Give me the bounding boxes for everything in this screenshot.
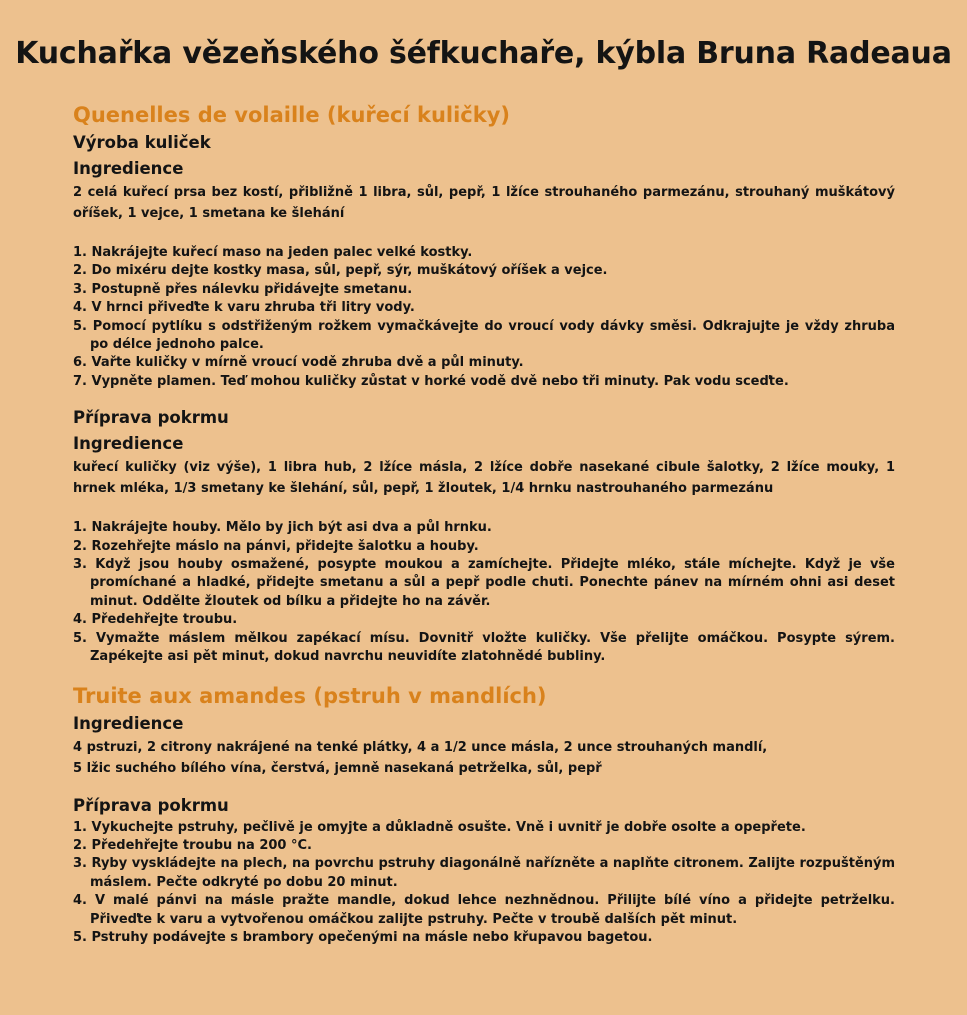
recipe2-ingredients-line2: 5 lžic suchého bílého vína, čerstvá, jemně nasekaná petrželka, sůl, pepř (73, 760, 602, 776)
step-item: 5. Pomocí pytlíku s odstřiženým rožkem vymačkávejte do vroucí vody dávky směsi. Odkrajujte je vždy zhruba po délce jednoho palce. (73, 318, 895, 353)
step-item: 1. Nakrájejte houby. Mělo by jich být asi dva a půl hrnku. (73, 520, 492, 536)
step-item: 4. V malé pánvi na másle pražte mandle, dokud lehce nezhnědnou. Přilijte bílé víno a přidejte petrželku. Přiveďte k varu a vytvořenou omáčkou zalijte pstruhy. Pečte v troubě dalších pět minut. (73, 893, 895, 927)
recipe2-heading: Truite aux amandes (pstruh v mandlích) (73, 683, 547, 708)
step-item: 2. Do mixéru dejte kostky masa, sůl, pepř, sýr, muškátový oříšek a vejce. (73, 263, 608, 279)
step-item: 6. Vařte kuličky v mírně vroucí vodě zhruba dvě a půl minuty. (73, 355, 524, 371)
step-item: 5. Pstruhy podávejte s brambory opečenými na másle nebo křupavou bagetou. (73, 929, 653, 945)
recipe2-steps (73, 819, 895, 948)
recipe1-part1-steps (73, 244, 895, 391)
step-item: 2. Rozehřejte máslo na pánvi, přidejte šalotku a houby. (73, 538, 479, 554)
step-item: 1. Vykuchejte pstruhy, pečlivě je omyjte a důkladně osušte. Vně i uvnitř je dobře osolte a opepřete. (73, 819, 806, 835)
recipe1-part2-ingredients-label: Ingredience (73, 434, 184, 454)
recipe1-heading: Quenelles de volaille (kuřecí kuličky) (73, 103, 510, 127)
recipe1-part2-ingredients: kuřecí kuličky (viz výše), 1 libra hub, 2 lžíce másla, 2 lžíce dobře nasekané cibule šalotky, 2 lžíce mouky, 1 hrnek mléka, 1/3 smetany ke šlehání, sůl, pepř, 1 žloutek, 1/4 hrnku nastrouhaného parmezánu (73, 460, 895, 497)
step-item: 7. Vypněte plamen. Teď mohou kuličky zůstat v horké vodě dvě nebo tři minuty. Pak vodu sceďte. (73, 373, 789, 389)
step-item: 1. Nakrájejte kuřecí maso na jeden palec velké kostky. (73, 245, 473, 260)
step-item: 3. Když jsou houby osmažené, posypte moukou a zamíchejte. Přidejte mléko, stále míchejte. Když je vše promíchané a hladké, přidejte smetanu a sůl a pepř podle chuti. Ponechte pánev na mírném ohni asi deset minut. Oddělte žloutek od bílku a přidejte ho na závěr. (73, 557, 895, 609)
recipe1-part1-heading: Výroba kuliček (73, 133, 211, 152)
step-item: 4. V hrnci přiveďte k varu zhruba tři litry vody. (73, 300, 415, 316)
recipe2-prep-heading: Příprava pokrmu (73, 795, 229, 815)
recipe1-part2-heading: Příprava pokrmu (73, 408, 229, 428)
step-item: 4. Předehřejte troubu. (73, 612, 238, 628)
recipe1-part2-steps (73, 519, 895, 666)
step-item: 2. Předehřejte troubu na 200 °C. (73, 837, 312, 853)
recipe2-ingredients-label: Ingredience (73, 713, 184, 733)
step-item: 3. Postupně přes nálevku přidávejte smetanu. (73, 281, 413, 297)
page-title: Kuchařka vězeňského šéfkuchaře, kýbla Bruna Radeaua (15, 36, 952, 71)
step-item: 3. Ryby vyskládejte na plech, na povrchu pstruhy diagonálně nařízněte a naplňte citronem. Zalijte rozpuštěným máslem. Pečte odkryté po dobu 20 minut. (73, 856, 895, 890)
recipe1-part1-ingredients-label: Ingredience (73, 159, 184, 178)
recipe2-ingredients-line1: 4 pstruzi, 2 citrony nakrájené na tenké plátky, 4 a 1/2 unce másla, 2 unce strouhaných mandlí, (73, 739, 768, 755)
step-item: 5. Vymažte máslem mělkou zapékací mísu. Dovnitř vložte kuličky. Vše přelijte omáčkou. Posypte sýrem. Zapékejte asi pět minut, dokud navrchu neuvidíte zlatohnědé bubliny. (73, 630, 895, 665)
recipes-content (73, 100, 895, 947)
recipe1-part1-ingredients: 2 celá kuřecí prsa bez kostí, přibližně 1 libra, sůl, pepř, 1 lžíce strouhaného parmezánu, strouhaný muškátový oříšek, 1 vejce, 1 smetana ke šlehání (73, 185, 895, 221)
